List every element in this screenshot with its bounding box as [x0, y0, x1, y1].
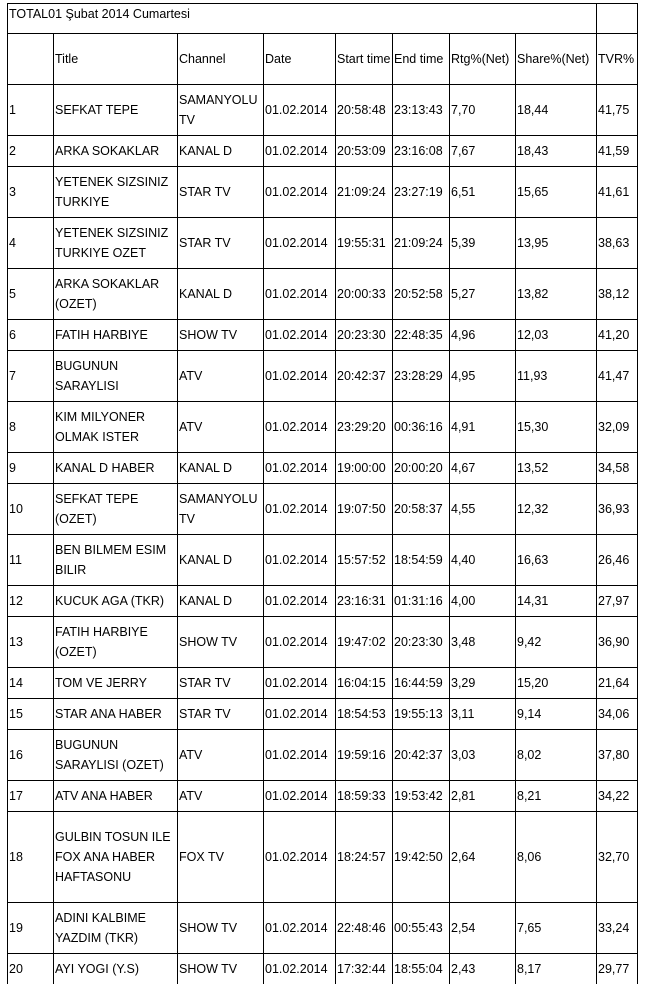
cell-no: 10	[7, 483, 53, 534]
cell-end-time: 23:13:43	[392, 84, 449, 135]
cell-end-time: 00:36:16	[392, 401, 449, 452]
cell-no: 2	[7, 135, 53, 166]
table-row	[7, 585, 638, 616]
header-channel: Channel	[177, 33, 263, 84]
cell-title: AYI YOGI (Y.S)	[53, 953, 177, 984]
cell-title: SEFKAT TEPE (OZET)	[53, 483, 177, 534]
cell-date: 01.02.2014	[263, 350, 335, 401]
cell-start-time: 20:00:33	[335, 268, 392, 319]
cell-no: 16	[7, 729, 53, 780]
table-row	[7, 268, 638, 319]
cell-channel: STAR TV	[177, 217, 263, 268]
cell-end-time: 00:55:43	[392, 902, 449, 953]
cell-no: 15	[7, 698, 53, 729]
date-label: 01 Şubat 2014 Cumartesi	[48, 7, 190, 21]
cell-no: 18	[7, 811, 53, 902]
cell-start-time: 20:58:48	[335, 84, 392, 135]
cell-title: KIM MILYONER OLMAK ISTER	[53, 401, 177, 452]
cell-end-time: 01:31:16	[392, 585, 449, 616]
cell-end-time: 23:27:19	[392, 166, 449, 217]
cell-channel: FOX TV	[177, 811, 263, 902]
cell-date: 01.02.2014	[263, 811, 335, 902]
cell-date: 01.02.2014	[263, 953, 335, 984]
cell-date: 01.02.2014	[263, 729, 335, 780]
cell-tvr: 34,06	[596, 698, 638, 729]
cell-share: 16,63	[515, 534, 596, 585]
cell-share: 15,30	[515, 401, 596, 452]
cell-date: 01.02.2014	[263, 401, 335, 452]
cell-rtg: 3,29	[449, 667, 515, 698]
cell-start-time: 23:16:31	[335, 585, 392, 616]
cell-start-time: 22:48:46	[335, 902, 392, 953]
table-row	[7, 729, 638, 780]
cell-share: 18,43	[515, 135, 596, 166]
cell-tvr: 36,90	[596, 616, 638, 667]
cell-start-time: 20:53:09	[335, 135, 392, 166]
cell-share: 8,21	[515, 780, 596, 811]
header-rtg: Rtg%(Net)	[449, 33, 515, 84]
cell-date: 01.02.2014	[263, 319, 335, 350]
cell-end-time: 18:54:59	[392, 534, 449, 585]
header-end-time: End time	[392, 33, 449, 84]
cell-no: 3	[7, 166, 53, 217]
cell-title: KUCUK AGA (TKR)	[53, 585, 177, 616]
cell-end-time: 20:23:30	[392, 616, 449, 667]
cell-title: BUGUNUN SARAYLISI (OZET)	[53, 729, 177, 780]
cell-share: 9,14	[515, 698, 596, 729]
cell-no: 11	[7, 534, 53, 585]
cell-date: 01.02.2014	[263, 902, 335, 953]
cell-tvr: 38,63	[596, 217, 638, 268]
cell-share: 13,52	[515, 452, 596, 483]
table-row	[7, 319, 638, 350]
cell-start-time: 19:07:50	[335, 483, 392, 534]
cell-no: 20	[7, 953, 53, 984]
cell-channel: KANAL D	[177, 452, 263, 483]
cell-channel: ATV	[177, 729, 263, 780]
cell-title: YETENEK SIZSINIZ TURKIYE	[53, 166, 177, 217]
cell-share: 8,02	[515, 729, 596, 780]
cell-start-time: 23:29:20	[335, 401, 392, 452]
table-row	[7, 166, 638, 217]
table-row	[7, 902, 638, 953]
table-row	[7, 483, 638, 534]
cell-share: 18,44	[515, 84, 596, 135]
cell-channel: ATV	[177, 401, 263, 452]
cell-tvr: 36,93	[596, 483, 638, 534]
cell-end-time: 20:52:58	[392, 268, 449, 319]
cell-channel: STAR TV	[177, 166, 263, 217]
cell-start-time: 16:04:15	[335, 667, 392, 698]
cell-channel: ATV	[177, 780, 263, 811]
cell-date: 01.02.2014	[263, 217, 335, 268]
table-row	[7, 534, 638, 585]
cell-channel: KANAL D	[177, 268, 263, 319]
cell-rtg: 4,91	[449, 401, 515, 452]
table-row	[7, 953, 638, 984]
cell-channel: KANAL D	[177, 585, 263, 616]
cell-title: TOM VE JERRY	[53, 667, 177, 698]
cell-channel: SHOW TV	[177, 319, 263, 350]
cell-tvr: 32,70	[596, 811, 638, 902]
cell-share: 13,95	[515, 217, 596, 268]
cell-tvr: 41,59	[596, 135, 638, 166]
cell-tvr: 29,77	[596, 953, 638, 984]
cell-date: 01.02.2014	[263, 135, 335, 166]
cell-date: 01.02.2014	[263, 780, 335, 811]
cell-rtg: 2,64	[449, 811, 515, 902]
cell-rtg: 5,39	[449, 217, 515, 268]
cell-channel: SHOW TV	[177, 902, 263, 953]
table-title-empty-cell	[596, 3, 638, 33]
cell-rtg: 4,00	[449, 585, 515, 616]
cell-tvr: 38,12	[596, 268, 638, 319]
cell-start-time: 19:47:02	[335, 616, 392, 667]
cell-start-time: 18:24:57	[335, 811, 392, 902]
cell-title: BEN BILMEM ESIM BILIR	[53, 534, 177, 585]
header-row	[7, 33, 638, 84]
cell-channel: ATV	[177, 350, 263, 401]
cell-rtg: 4,55	[449, 483, 515, 534]
cell-channel: STAR TV	[177, 698, 263, 729]
cell-tvr: 21,64	[596, 667, 638, 698]
cell-channel: KANAL D	[177, 135, 263, 166]
cell-rtg: 4,96	[449, 319, 515, 350]
total-label: TOTAL	[9, 7, 49, 21]
cell-start-time: 17:32:44	[335, 953, 392, 984]
table-row	[7, 217, 638, 268]
cell-title: KANAL D HABER	[53, 452, 177, 483]
cell-date: 01.02.2014	[263, 667, 335, 698]
cell-share: 8,06	[515, 811, 596, 902]
cell-no: 6	[7, 319, 53, 350]
cell-start-time: 18:59:33	[335, 780, 392, 811]
cell-channel: STAR TV	[177, 667, 263, 698]
cell-end-time: 16:44:59	[392, 667, 449, 698]
cell-share: 15,65	[515, 166, 596, 217]
cell-tvr: 26,46	[596, 534, 638, 585]
cell-rtg: 7,70	[449, 84, 515, 135]
table-row	[7, 350, 638, 401]
cell-no: 5	[7, 268, 53, 319]
header-title: Title	[53, 33, 177, 84]
cell-share: 12,32	[515, 483, 596, 534]
cell-start-time: 20:23:30	[335, 319, 392, 350]
cell-start-time: 19:55:31	[335, 217, 392, 268]
cell-channel: SAMANYOLU TV	[177, 483, 263, 534]
cell-start-time: 19:59:16	[335, 729, 392, 780]
cell-share: 7,65	[515, 902, 596, 953]
cell-rtg: 2,54	[449, 902, 515, 953]
cell-title: STAR ANA HABER	[53, 698, 177, 729]
cell-share: 14,31	[515, 585, 596, 616]
cell-share: 15,20	[515, 667, 596, 698]
table-row	[7, 780, 638, 811]
cell-rtg: 3,11	[449, 698, 515, 729]
cell-end-time: 19:55:13	[392, 698, 449, 729]
cell-date: 01.02.2014	[263, 268, 335, 319]
cell-rtg: 7,67	[449, 135, 515, 166]
cell-end-time: 20:42:37	[392, 729, 449, 780]
table-row	[7, 667, 638, 698]
cell-title: ARKA SOKAKLAR (OZET)	[53, 268, 177, 319]
cell-tvr: 41,47	[596, 350, 638, 401]
cell-date: 01.02.2014	[263, 534, 335, 585]
table-title-cell	[7, 3, 596, 33]
cell-end-time: 19:53:42	[392, 780, 449, 811]
cell-rtg: 5,27	[449, 268, 515, 319]
cell-channel: SHOW TV	[177, 953, 263, 984]
cell-title: GULBIN TOSUN ILE FOX ANA HABER HAFTASONU	[53, 811, 177, 902]
cell-date: 01.02.2014	[263, 452, 335, 483]
cell-tvr: 41,75	[596, 84, 638, 135]
cell-rtg: 2,43	[449, 953, 515, 984]
cell-end-time: 23:16:08	[392, 135, 449, 166]
cell-end-time: 20:00:20	[392, 452, 449, 483]
table-row	[7, 84, 638, 135]
cell-date: 01.02.2014	[263, 698, 335, 729]
header-tvr: TVR%	[596, 33, 638, 84]
table-row	[7, 452, 638, 483]
cell-no: 14	[7, 667, 53, 698]
cell-no: 13	[7, 616, 53, 667]
table-row	[7, 811, 638, 902]
cell-end-time: 18:55:04	[392, 953, 449, 984]
cell-tvr: 27,97	[596, 585, 638, 616]
table-row	[7, 698, 638, 729]
cell-end-time: 19:42:50	[392, 811, 449, 902]
table-row	[7, 616, 638, 667]
cell-share: 12,03	[515, 319, 596, 350]
cell-title: YETENEK SIZSINIZ TURKIYE OZET	[53, 217, 177, 268]
cell-no: 4	[7, 217, 53, 268]
header-share: Share%(Net)	[515, 33, 596, 84]
cell-rtg: 3,03	[449, 729, 515, 780]
cell-start-time: 18:54:53	[335, 698, 392, 729]
cell-channel: SAMANYOLU TV	[177, 84, 263, 135]
cell-no: 1	[7, 84, 53, 135]
cell-date: 01.02.2014	[263, 616, 335, 667]
cell-start-time: 19:00:00	[335, 452, 392, 483]
cell-no: 19	[7, 902, 53, 953]
cell-tvr: 33,24	[596, 902, 638, 953]
cell-date: 01.02.2014	[263, 585, 335, 616]
cell-title: ATV ANA HABER	[53, 780, 177, 811]
cell-share: 13,82	[515, 268, 596, 319]
cell-share: 9,42	[515, 616, 596, 667]
cell-no: 9	[7, 452, 53, 483]
cell-tvr: 37,80	[596, 729, 638, 780]
cell-date: 01.02.2014	[263, 483, 335, 534]
cell-title: ADINI KALBIME YAZDIM (TKR)	[53, 902, 177, 953]
cell-date: 01.02.2014	[263, 166, 335, 217]
cell-title: BUGUNUN SARAYLISI	[53, 350, 177, 401]
header-date: Date	[263, 33, 335, 84]
cell-title: SEFKAT TEPE	[53, 84, 177, 135]
header-no	[7, 33, 53, 84]
cell-channel: KANAL D	[177, 534, 263, 585]
cell-title: FATIH HARBIYE (OZET)	[53, 616, 177, 667]
cell-no: 17	[7, 780, 53, 811]
table-row	[7, 135, 638, 166]
cell-title: ARKA SOKAKLAR	[53, 135, 177, 166]
cell-rtg: 2,81	[449, 780, 515, 811]
header-start-time: Start time	[335, 33, 392, 84]
table-title-row	[7, 3, 638, 33]
cell-end-time: 20:58:37	[392, 483, 449, 534]
cell-rtg: 4,95	[449, 350, 515, 401]
cell-no: 8	[7, 401, 53, 452]
cell-share: 11,93	[515, 350, 596, 401]
table-row	[7, 401, 638, 452]
cell-title: FATIH HARBIYE	[53, 319, 177, 350]
ratings-table	[7, 3, 638, 984]
cell-end-time: 23:28:29	[392, 350, 449, 401]
cell-tvr: 41,61	[596, 166, 638, 217]
cell-tvr: 32,09	[596, 401, 638, 452]
cell-end-time: 22:48:35	[392, 319, 449, 350]
cell-rtg: 3,48	[449, 616, 515, 667]
cell-share: 8,17	[515, 953, 596, 984]
cell-rtg: 4,67	[449, 452, 515, 483]
cell-tvr: 41,20	[596, 319, 638, 350]
cell-start-time: 21:09:24	[335, 166, 392, 217]
cell-tvr: 34,22	[596, 780, 638, 811]
cell-date: 01.02.2014	[263, 84, 335, 135]
cell-rtg: 6,51	[449, 166, 515, 217]
cell-start-time: 15:57:52	[335, 534, 392, 585]
cell-no: 7	[7, 350, 53, 401]
cell-no: 12	[7, 585, 53, 616]
cell-rtg: 4,40	[449, 534, 515, 585]
cell-start-time: 20:42:37	[335, 350, 392, 401]
cell-channel: SHOW TV	[177, 616, 263, 667]
cell-end-time: 21:09:24	[392, 217, 449, 268]
cell-tvr: 34,58	[596, 452, 638, 483]
